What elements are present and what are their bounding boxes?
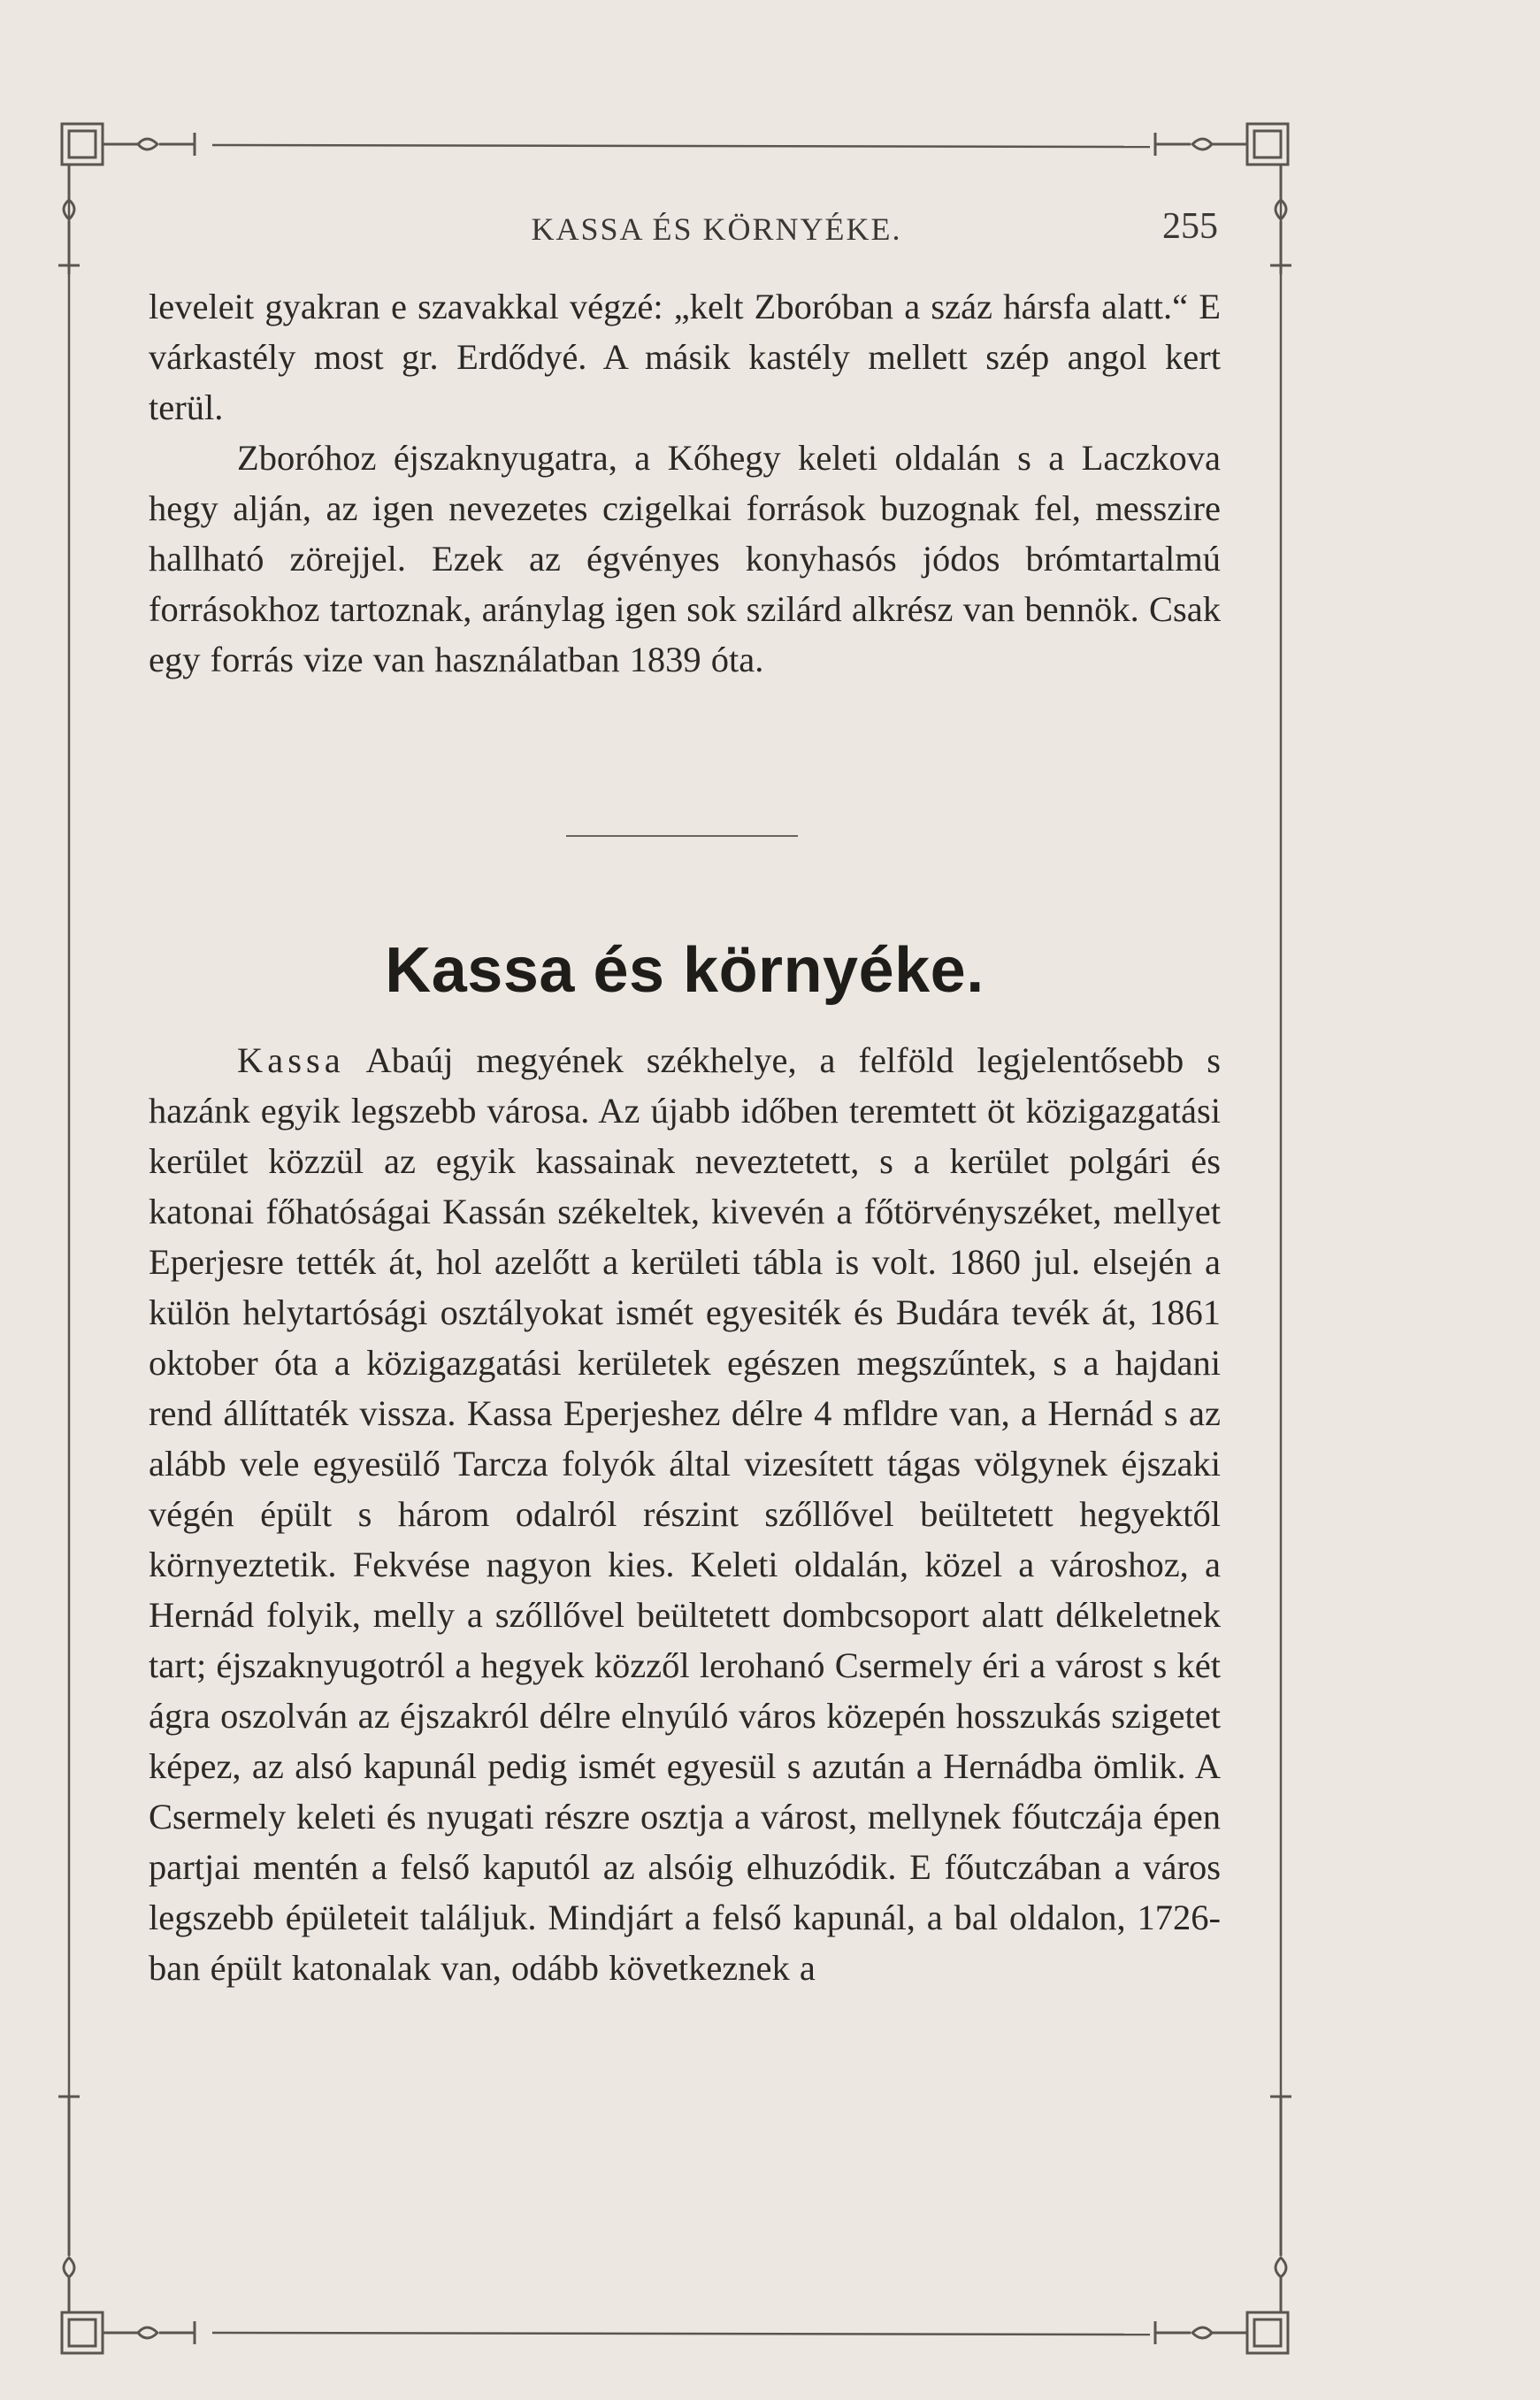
section-text <box>149 1035 1221 1993</box>
page-number: 255 <box>1162 206 1218 247</box>
paragraph-continued: leveleit gyakran e szavakkal végzé: „kelt Zboróban a száz hársfa alatt.“ E várkastély most gr. Erdődyé. A másik kastély mellett szép angol kert terül. <box>149 287 1221 427</box>
paragraph-zboro: Zboróhoz éjszaknyugatra, a Kőhegy keleti oldalán s a Laczkova hegy alján, az igen nevezetes czigelkai források buzognak fel, messzire hallható zörejjel. Ezek az égvényes konyhasós jódos brómtartalmú forrásokhoz tartoznak, aránylag igen sok szilárd alkrész van bennök. Csak egy forrás vize van használatban 1839 óta. <box>149 438 1221 679</box>
corner-ornament-top-right <box>1155 124 1291 274</box>
section-divider <box>566 835 798 837</box>
corner-ornament-bottom-left <box>58 2097 195 2353</box>
corner-ornament-bottom-right <box>1155 2097 1291 2353</box>
paragraph-kassa-body: Abaúj megyének székhelye, a felföld legjelentősebb s hazánk egyik legszebb városa. Az újabb időben teremtett öt közigazgatási kerület közzül az egyik kassainak neveztetett, s a kerület polgári és katonai főhatóságai Kassán székeltek, kivevén a főtörvényszéket, mellyet Eperjesre tették át, hol azelőtt a kerületi tábla is volt. 1860 jul. elsején a külön helytartósági osztályokat ismét egyesiték és Budára tevék át, 1861 oktober óta a közigazgatási kerületek egészen megszűntek, s a hajdani rend állíttaték vissza. Kassa Eperjeshez délre 4 mfldre van, a Hernád s az alább vele egyesülő Tarcza folyók által vizesített tágas völgynek éjszaki végén épült s három odalról részint szőllővel beültetett hegyektől környeztetik. Fekvése nagyon kies. Keleti oldalán, közel a városhoz, a Hernád folyik, melly a szőllővel beültetett dombcsoport alatt délkeletnek tart; éjszaknyugotról a hegyek közzől lerohanó Csermely éri a várost s két ágra oszolván az éjszakról délre elnyúló város közepén hosszukás szigetet képez, az alsó kapunál pedig ismét egyesül s azután a Hernádba ömlik. A Csermely keleti és nyugati részre osztja a várost, mellynek főutczája épen partjai mentén a felső kaputól az alsóig elhuzódik. E főutczában a város legszebb épületeit találjuk. Mindjárt a felső kapunál, a bal oldalon, 1726-ban épült katonalak van, odább következnek a <box>149 1040 1222 1988</box>
corner-ornament-top-left <box>58 124 195 274</box>
paragraph-kassa <box>149 1035 1221 1993</box>
running-head-title: KASSA ÉS KÖRNYÉKE. <box>531 211 902 247</box>
lead-word: Kassa <box>237 1040 345 1080</box>
section-heading: Kassa és környéke. <box>385 935 985 1006</box>
continued-text <box>149 281 1221 685</box>
